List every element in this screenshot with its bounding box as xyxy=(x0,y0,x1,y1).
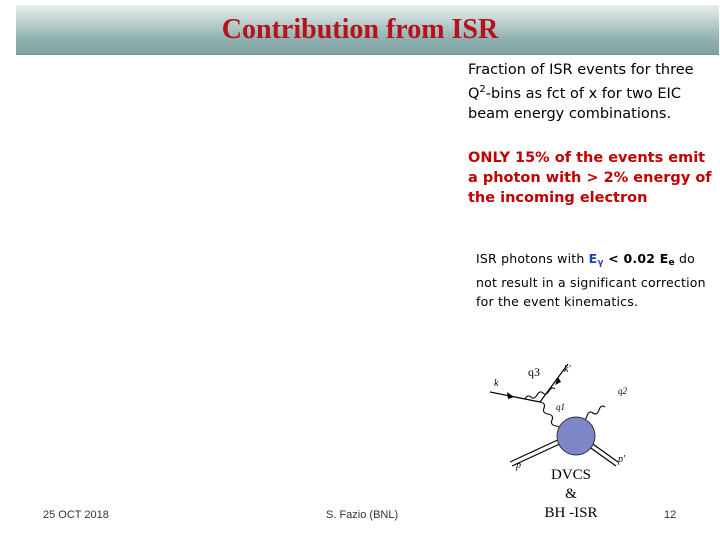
isr-note-post: do not result in a significant correction for the event kinematics. xyxy=(476,251,706,309)
electron-arrow-in xyxy=(507,392,514,399)
isr-note-pre: ISR photons with xyxy=(476,251,589,266)
description-sup: 2 xyxy=(479,84,486,95)
description-post: -bins as fct of x for two EIC beam energy combinations. xyxy=(468,85,681,122)
label-k-prime: k' xyxy=(564,364,571,375)
photon-q3 xyxy=(525,388,555,399)
isr-note-e-sub: e xyxy=(668,258,675,268)
slide-title: Contribution from ISR xyxy=(221,14,499,45)
diagram-caption-line3: BH -ISR xyxy=(544,505,598,521)
highlight-text: ONLY 15% of the events emit a photon with > 2% energy of the incoming electron xyxy=(468,150,712,206)
diagram-caption xyxy=(506,466,636,523)
proton-line-in-a xyxy=(510,438,562,462)
isr-note-threshold: < 0.02 E xyxy=(603,251,669,266)
isr-note-e-gamma: E xyxy=(588,251,598,266)
description-pre: Fraction of ISR events for three Q xyxy=(468,62,694,102)
electron-line-in xyxy=(490,392,540,402)
diagram-caption-line2: & xyxy=(565,486,577,502)
label-q3: q3 xyxy=(528,365,540,379)
isr-note-gamma-sub: γ xyxy=(597,258,604,268)
footer-author: S. Fazio (BNL) xyxy=(326,509,399,521)
label-p-prime: p' xyxy=(618,454,626,465)
footer-date: 25 OCT 2018 xyxy=(43,509,109,521)
hadronic-blob xyxy=(557,417,595,455)
isr-note xyxy=(476,249,716,311)
proton-line-out-b xyxy=(588,446,616,466)
label-q1: q1 xyxy=(556,402,565,412)
footer-page-number: 12 xyxy=(664,509,677,521)
label-q2: q2 xyxy=(618,386,627,396)
proton-line-out-a xyxy=(590,442,618,462)
label-p: p xyxy=(516,460,521,471)
description-text xyxy=(468,60,708,124)
title-area xyxy=(0,0,720,60)
diagram-caption-line1: DVCS xyxy=(550,467,591,483)
label-k: k xyxy=(494,378,499,389)
